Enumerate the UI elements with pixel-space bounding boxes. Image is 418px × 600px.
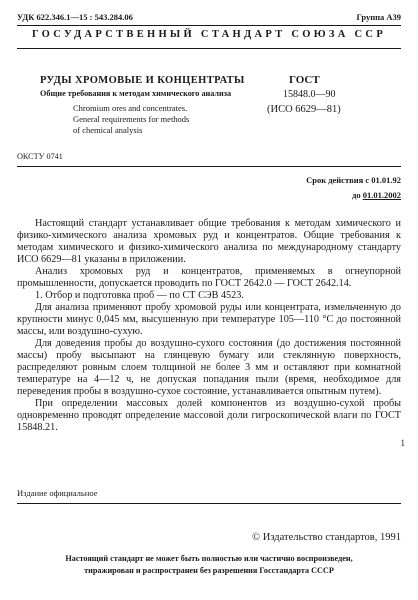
paragraph: Настоящий стандарт устанавливает общие требования к методам химического и физико-химического анализа хромовых руд и концентратов. Общие требования к методам химического и физико-химического анализа по международному стандарту ИСО 6629—81 указаны в приложении. [17,218,401,265]
top-rule [17,25,401,26]
paragraph: При определении массовых долей компонентов из воздушно-сухой пробы одновременно проводят определение массовой доли гигроскопической влаги по ГОСТ 15848.21. [17,398,401,433]
udk-code: УДК 622.346.1—15 : 543.284.06 [17,12,133,22]
validity-from: Срок действия с 01.01.92 [306,175,401,185]
paragraph: Анализ хромовых руд и концентратов, применяемых в огнеупорной промышленности, допускается проводить по ГОСТ 2642.0 — ГОСТ 2642.14. [17,266,401,289]
standard-banner: ГОСУДАРСТВЕННЫЙ СТАНДАРТ СОЮЗА ССР [31,29,387,40]
edition-label: Издание официальное [17,488,98,498]
paragraph: Для анализа применяют пробу хромовой руды или концентрата, измельченную до крупности минус 0,045 мм, высушенную при температуре 105—110 °С до постоянной массы, или воздушно-сухую. [17,302,401,337]
iso-reference: (ИСО 6629—81) [267,104,341,115]
gost-number: 15848.0—90 [283,89,336,100]
paragraph: Для доведения пробы до воздушно-сухого состояния (до достижения постоянной массы) пробу высыпают на глянцевую бумагу или стеклянную поверхность, распределяют ровным слоем толщиной не более 3 мм и оставляют при комнатной температуре на 4—12 ч, не допуская попадания пыли (время, необходимое для переведения пробы в воздушно-сухое состояние, устанавливается опытным путем). [17,338,401,397]
group-code: Группа А39 [356,12,401,22]
title-bottom-rule [17,166,401,167]
validity-to [352,190,401,200]
english-title-line: of chemical analysis [73,125,143,135]
page-number: 1 [400,438,405,448]
body-text [17,218,401,434]
reproduction-notice [17,553,401,577]
english-title-line: Chromium ores and concentrates. [73,103,188,113]
banner-bottom-rule [17,48,401,49]
document-subtitle: Общие требования к методам химического анализа [40,89,232,98]
paragraph: 1. Отбор и подготовка проб — по СТ СЭВ 4523. [35,290,244,301]
english-title-line: General requirements for methods [73,114,190,124]
footer-rule [17,503,401,504]
document-title: РУДЫ ХРОМОВЫЕ И КОНЦЕНТРАТЫ [40,75,245,86]
okstu-code: ОКСТУ 0741 [17,152,63,161]
notice-line: Настоящий стандарт не может быть полностью или частично воспроизведен, [65,554,353,563]
validity-to-prefix: до [352,190,363,200]
validity-to-date: 01.01.2002 [362,190,401,200]
notice-line: тиражирован и распространен без разрешения Госстандарта СССР [84,566,334,575]
gost-label: ГОСТ [289,74,320,86]
copyright-line: © Издательство стандартов, 1991 [252,532,401,543]
